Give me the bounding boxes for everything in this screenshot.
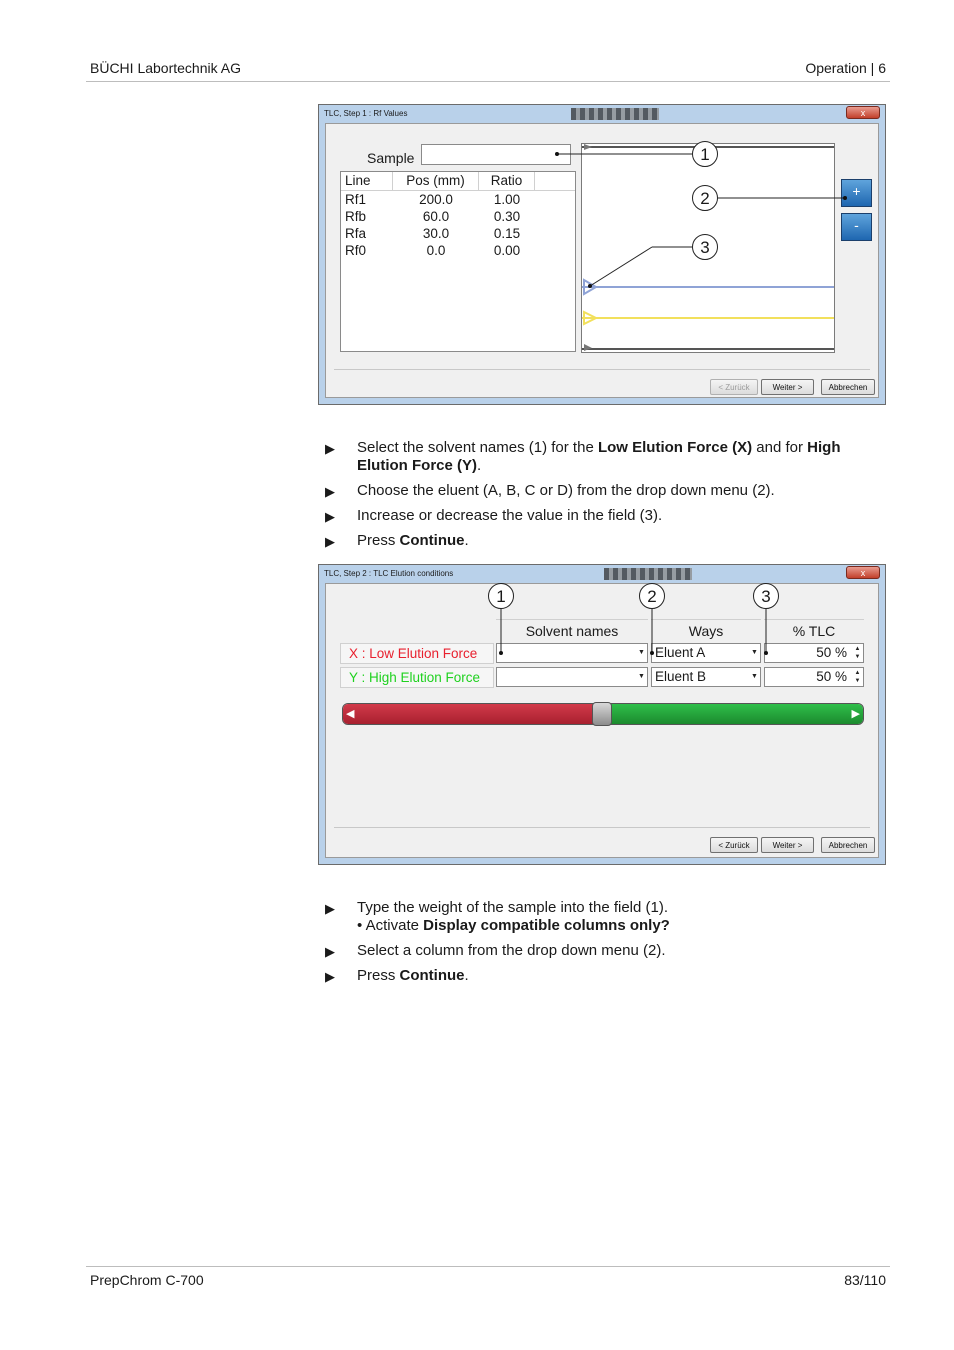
callout-2: 2 xyxy=(639,583,665,609)
column-header-ways: Ways xyxy=(651,619,761,641)
sample-input[interactable] xyxy=(421,144,571,165)
title-bar-decoration xyxy=(604,568,692,580)
next-button[interactable]: Weiter > xyxy=(761,837,814,853)
header-section: Operation | 6 xyxy=(805,60,886,76)
arrow-right-icon: ▶ xyxy=(325,509,335,524)
tlc-spinner-y[interactable]: 50 % ▲ ▼ xyxy=(764,667,864,687)
window-body xyxy=(325,123,879,398)
callout-2: 2 xyxy=(692,185,718,211)
table-cell: Rf0 xyxy=(345,243,367,258)
instruction-item: ▶ Select the solvent names (1) for the Low Elution Force (X) and for High Elution Force (Y). xyxy=(325,439,841,474)
tlc-spinner-x[interactable]: 50 % ▲ ▼ xyxy=(764,643,864,663)
slider-right-arrow-icon[interactable]: ▶ xyxy=(851,708,860,720)
callout-3: 3 xyxy=(692,234,718,260)
dropdown-arrow-icon[interactable]: ▼ xyxy=(638,649,645,656)
table-cell: Rfa xyxy=(345,226,367,241)
next-button[interactable]: Weiter > xyxy=(761,379,814,395)
header-company: BÜCHI Labortechnik AG xyxy=(90,60,241,76)
slider-thumb[interactable] xyxy=(592,702,612,726)
window-title: TLC, Step 2 : TLC Elution conditions xyxy=(324,569,454,578)
column-header-line[interactable]: Line xyxy=(341,172,393,190)
table-cell: 0.30 xyxy=(493,209,521,224)
instruction-item: ▶ Press Continue. xyxy=(325,532,469,549)
arrow-right-icon: ▶ xyxy=(325,901,335,916)
callout-1: 1 xyxy=(692,141,718,167)
way-select-x[interactable]: Eluent A ▼ xyxy=(651,643,761,663)
solvent-select-y[interactable] xyxy=(496,667,648,687)
table-cell: 0.15 xyxy=(493,226,521,241)
cancel-button[interactable]: Abbrechen xyxy=(821,379,875,395)
slider-left-arrow-icon[interactable]: ◀ xyxy=(346,708,355,720)
footer-page: 83/110 xyxy=(844,1272,886,1288)
dropdown-arrow-icon[interactable]: ▼ xyxy=(751,673,758,680)
cancel-button[interactable]: Abbrechen xyxy=(821,837,875,853)
arrow-right-icon: ▶ xyxy=(325,441,335,456)
window-title: TLC, Step 1 : Rf Values xyxy=(324,109,408,118)
sample-label: Sample xyxy=(367,150,415,166)
column-header-ratio[interactable]: Ratio xyxy=(479,172,535,190)
instruction-item: ▶ Select a column from the drop down menu (2). xyxy=(325,942,666,959)
instruction-item: ▶ Press Continue. xyxy=(325,967,469,984)
back-button[interactable]: < Zurück xyxy=(710,379,758,395)
row-label-high-elution: Y : High Elution Force xyxy=(340,667,494,688)
callout-anchor xyxy=(588,284,592,288)
instructions-list-2 xyxy=(325,899,885,985)
table-cell: 60.0 xyxy=(422,209,450,224)
instructions-list-1 xyxy=(325,439,885,550)
spinner-arrows-icon[interactable]: ▲ ▼ xyxy=(854,646,861,660)
instruction-item: ▶ Choose the eluent (A, B, C or D) from the drop down menu (2). xyxy=(325,482,775,499)
callout-anchor xyxy=(764,651,768,655)
rf-values-window xyxy=(318,104,886,405)
row-label-low-elution: X : Low Elution Force xyxy=(340,643,494,664)
close-button[interactable]: x xyxy=(846,106,880,119)
arrow-right-icon: ▶ xyxy=(325,534,335,549)
header-divider xyxy=(341,190,575,191)
instruction-item: ▶ Type the weight of the sample into the field (1). • Activate Display compatible columns only? xyxy=(325,899,670,934)
column-header-pos[interactable]: Pos (mm) xyxy=(393,172,479,190)
callout-anchor xyxy=(499,651,503,655)
spinner-arrows-icon[interactable]: ▲ ▼ xyxy=(854,670,861,684)
dropdown-arrow-icon[interactable]: ▼ xyxy=(751,649,758,656)
arrow-right-icon: ▶ xyxy=(325,944,335,959)
callout-1: 1 xyxy=(488,583,514,609)
table-cell: 0.00 xyxy=(493,243,521,258)
rf1-marker-icon xyxy=(584,144,592,150)
table-cell: Rfb xyxy=(345,209,367,224)
close-button[interactable]: x xyxy=(846,566,880,579)
arrow-right-icon: ▶ xyxy=(325,969,335,984)
table-cell: Rf1 xyxy=(345,192,367,207)
window-body xyxy=(325,583,879,858)
slider-fill-low xyxy=(343,704,603,724)
arrow-right-icon: ▶ xyxy=(325,484,335,499)
separator xyxy=(334,369,870,370)
instruction-item: ▶ Increase or decrease the value in the field (3). xyxy=(325,507,663,524)
rf-values-table[interactable] xyxy=(340,171,576,352)
callout-anchor xyxy=(555,152,559,156)
table-cell: 200.0 xyxy=(419,192,453,207)
decrease-button[interactable]: - xyxy=(841,213,872,241)
callout-anchor xyxy=(843,196,847,200)
table-cell: 0.0 xyxy=(426,243,446,258)
header-rule xyxy=(86,81,890,82)
footer-rule xyxy=(86,1266,890,1267)
footer-product: PrepChrom C-700 xyxy=(90,1272,204,1288)
table-cell: 30.0 xyxy=(422,226,450,241)
dropdown-arrow-icon[interactable]: ▼ xyxy=(638,673,645,680)
slider-fill-high xyxy=(603,704,863,724)
column-header-solvent: Solvent names xyxy=(496,619,648,641)
callout-3: 3 xyxy=(753,583,779,609)
way-select-y[interactable]: Eluent B ▼ xyxy=(651,667,761,687)
table-cell: 1.00 xyxy=(493,192,521,207)
separator xyxy=(334,827,870,828)
back-button[interactable]: < Zurück xyxy=(710,837,758,853)
elution-conditions-window xyxy=(318,564,886,865)
callout-anchor xyxy=(650,651,654,655)
increase-button[interactable]: + xyxy=(841,179,872,207)
column-header-tlc: % TLC xyxy=(764,619,864,641)
title-bar-decoration xyxy=(571,108,659,120)
solvent-select-x[interactable] xyxy=(496,643,648,663)
